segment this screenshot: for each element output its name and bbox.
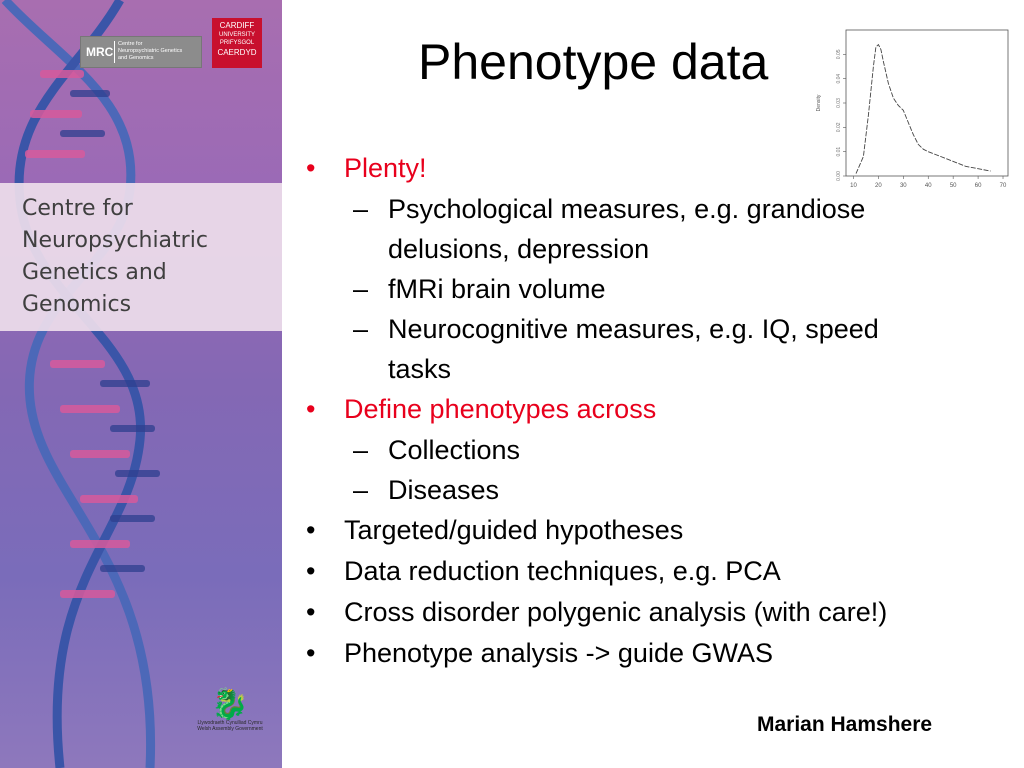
bullet-item (300, 510, 994, 551)
dna-helix-graphic (0, 0, 282, 768)
sub-bullet-item (300, 470, 948, 510)
bullet-item (300, 592, 994, 633)
mrc-logo-line: Centre for (118, 41, 143, 47)
bullet-marker: • (306, 597, 316, 627)
sub-bullet-text: Neurocognitive measures, e.g. IQ, speed tasks (388, 314, 879, 384)
sub-bullet-text: Diseases (388, 475, 500, 505)
x-tick-label: 40 (924, 183, 932, 189)
sub-bullet-marker: – (353, 314, 369, 344)
university-logo-line: PRIFYSGOL (219, 40, 255, 46)
sub-bullet-item (300, 309, 948, 389)
x-tick-label: 30 (899, 183, 907, 189)
y-tick-label: 0.02 (836, 122, 842, 133)
sub-bullet-marker: – (353, 435, 369, 465)
mrc-logo (80, 36, 202, 68)
bullet-text: Cross disorder polygenic analysis (with care!) (344, 597, 888, 627)
bullet-marker: • (306, 515, 316, 545)
x-tick-label: 20 (875, 183, 882, 189)
mrc-logo-text: MRC (86, 45, 114, 59)
university-logo-line: UNIVERSITY (218, 32, 255, 38)
sub-bullet-marker: – (353, 274, 369, 304)
bullet-list (300, 148, 994, 674)
bullet-marker: • (306, 638, 316, 668)
sub-bullet-item (300, 269, 948, 309)
bullet-text: Define phenotypes across (344, 394, 657, 424)
centre-name-line: Genetics and (22, 260, 167, 285)
bullet-marker: • (306, 556, 316, 586)
y-tick-label: 0.01 (836, 146, 842, 157)
x-tick-label: 50 (949, 183, 957, 189)
bullet-item (300, 389, 994, 430)
centre-name-line: Centre for (22, 196, 133, 221)
bullet-item (300, 148, 994, 189)
dragon-icon: 🐉 (211, 688, 249, 721)
government-logo-line: Welsh Assembly Government (197, 726, 263, 732)
x-tick-label: 60 (974, 183, 982, 189)
mrc-logo-line: Neuropsychiatric Genetics (118, 48, 183, 54)
sub-bullet-item (300, 430, 948, 470)
y-tick-label: 0.05 (836, 49, 842, 60)
cardiff-university-logo (212, 18, 262, 68)
author-name: Marian Hamshere (757, 713, 933, 736)
y-axis-label: Density (816, 94, 822, 112)
government-logo-line: Llywodraeth Cynulliad Cymru (197, 720, 263, 726)
bullet-text: Data reduction techniques, e.g. PCA (344, 556, 781, 586)
x-tick-label: 10 (850, 183, 857, 189)
sub-bullet-text: Psychological measures, e.g. grandiose delusions, depression (388, 194, 866, 264)
sub-bullet-text: fMRi brain volume (388, 274, 606, 304)
welsh-government-logo (190, 690, 270, 732)
x-tick-label: 70 (999, 183, 1007, 189)
bullet-text: Plenty! (344, 153, 427, 183)
y-tick-label: 0.03 (836, 98, 842, 108)
y-tick-label: 0.00 (836, 171, 842, 181)
bullet-text: Phenotype analysis -> guide GWAS (344, 638, 773, 668)
bullet-marker: • (306, 153, 316, 183)
sub-bullet-item (300, 189, 948, 269)
mrc-logo-line: and Genomics (118, 55, 154, 61)
centre-name-line: Neuropsychiatric (22, 228, 208, 253)
centre-name (22, 193, 208, 321)
sub-bullet-marker: – (353, 475, 369, 505)
bullet-text: Targeted/guided hypotheses (344, 515, 684, 545)
mrc-logo-caption (118, 41, 198, 62)
bullet-item (300, 551, 994, 592)
university-logo-line: CAERDYD (217, 48, 257, 57)
bullet-marker: • (306, 394, 316, 424)
logo-divider (114, 41, 115, 63)
centre-name-line: Genomics (22, 292, 132, 317)
y-tick-label: 0.04 (836, 73, 842, 84)
sub-bullet-marker: – (353, 194, 369, 224)
bullet-item (300, 633, 994, 674)
university-logo-line: CARDIFF (219, 21, 255, 30)
left-sidebar (0, 0, 282, 768)
sub-bullet-text: Collections (388, 435, 521, 465)
slide-title: Phenotype data (418, 34, 769, 90)
